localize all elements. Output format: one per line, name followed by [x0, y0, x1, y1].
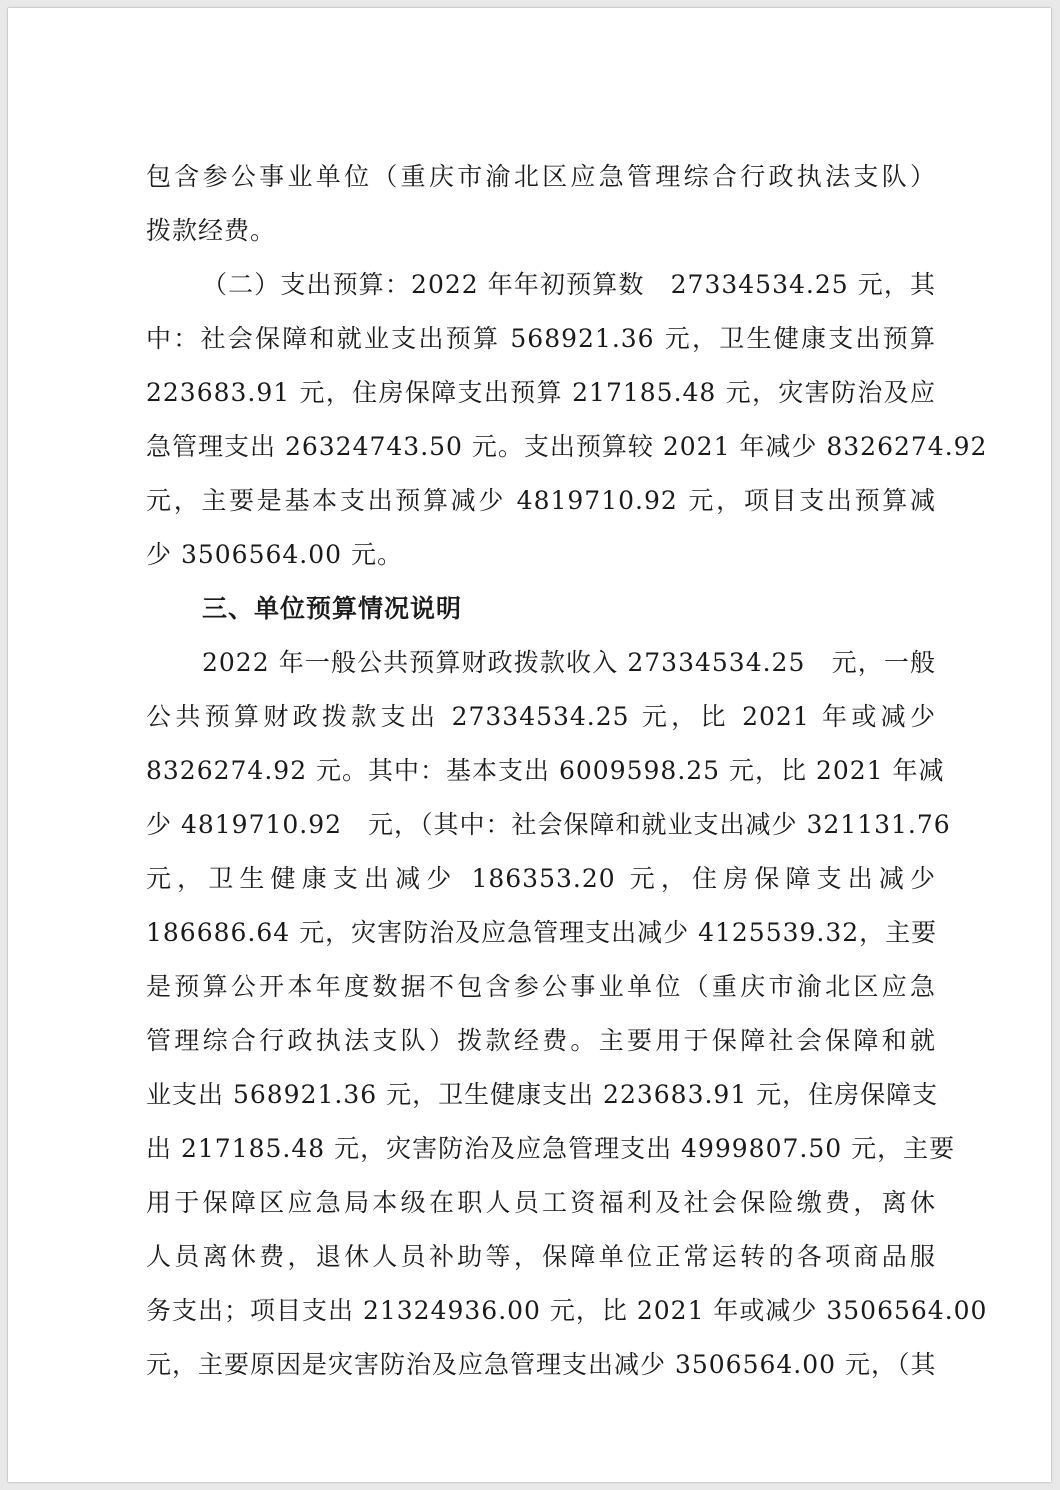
paragraph — [146, 150, 936, 258]
paragraph — [146, 636, 988, 1392]
text-line: 8326274.92 元。其中：基本支出 6009598.25 元，比 2021 年减 — [146, 756, 945, 785]
text-line: 186686.64 元，灾害防治及应急管理支出减少 4125539.32，主要 — [146, 918, 938, 947]
text-line: 元，主要原因是灾害防治及应急管理支出减少 3506564.00 元，（其 — [146, 1350, 937, 1379]
text-line: 元，主要是基本支出预算减少 4819710.92 元，项目支出预算减 — [146, 486, 936, 515]
text-line: 是预算公开本年度数据不包含参公事业单位（重庆市渝北区应急 — [146, 972, 936, 1001]
text-line: 人员离休费，退休人员补助等，保障单位正常运转的各项商品服 — [146, 1242, 936, 1271]
text-line: 2022 年一般公共预算财政拨款收入 27334534.25 元，一般 — [202, 648, 936, 677]
document-page — [8, 8, 1051, 1482]
text-line: 管理综合行政执法支队）拨款经费。主要用于保障社会保障和就 — [146, 1026, 936, 1055]
text-line: 急管理支出 26324743.50 元。支出预算较 2021 年减少 8326274.92 — [146, 432, 988, 461]
document-body — [146, 150, 988, 1392]
text-line: 包含参公事业单位（重庆市渝北区应急管理综合行政执法支队） — [146, 162, 936, 191]
text-line: 务支出；项目支出 21324936.00 元，比 2021 年或减少 3506564.00 — [146, 1296, 988, 1325]
text-line: 公共预算财政拨款支出 27334534.25 元，比 2021 年或减少 — [146, 702, 936, 731]
section-heading: 三、单位预算情况说明 — [202, 594, 463, 623]
text-line: 拨款经费。 — [146, 216, 277, 245]
text-line: （二）支出预算：2022 年年初预算数 27334534.25 元，其 — [202, 270, 936, 299]
text-line: 223683.91 元，住房保障支出预算 217185.48 元，灾害防治及应 — [146, 378, 936, 407]
text-line: 业支出 568921.36 元，卫生健康支出 223683.91 元，住房保障支 — [146, 1080, 939, 1109]
text-line: 用于保障区应急局本级在职人员工资福利及社会保险缴费，离休 — [146, 1188, 936, 1217]
text-line: 出 217185.48 元，灾害防治及应急管理支出 4999807.50 元，主要 — [146, 1134, 956, 1163]
text-line: 少 4819710.92 元，（其中：社会保障和就业支出减少 321131.76 — [146, 810, 951, 839]
text-line: 中：社会保障和就业支出预算 568921.36 元，卫生健康支出预算 — [146, 324, 936, 353]
text-line: 元，卫生健康支出减少 186353.20 元，住房保障支出减少 — [146, 864, 936, 893]
paragraph — [146, 258, 988, 582]
text-line: 少 3506564.00 元。 — [146, 540, 403, 569]
